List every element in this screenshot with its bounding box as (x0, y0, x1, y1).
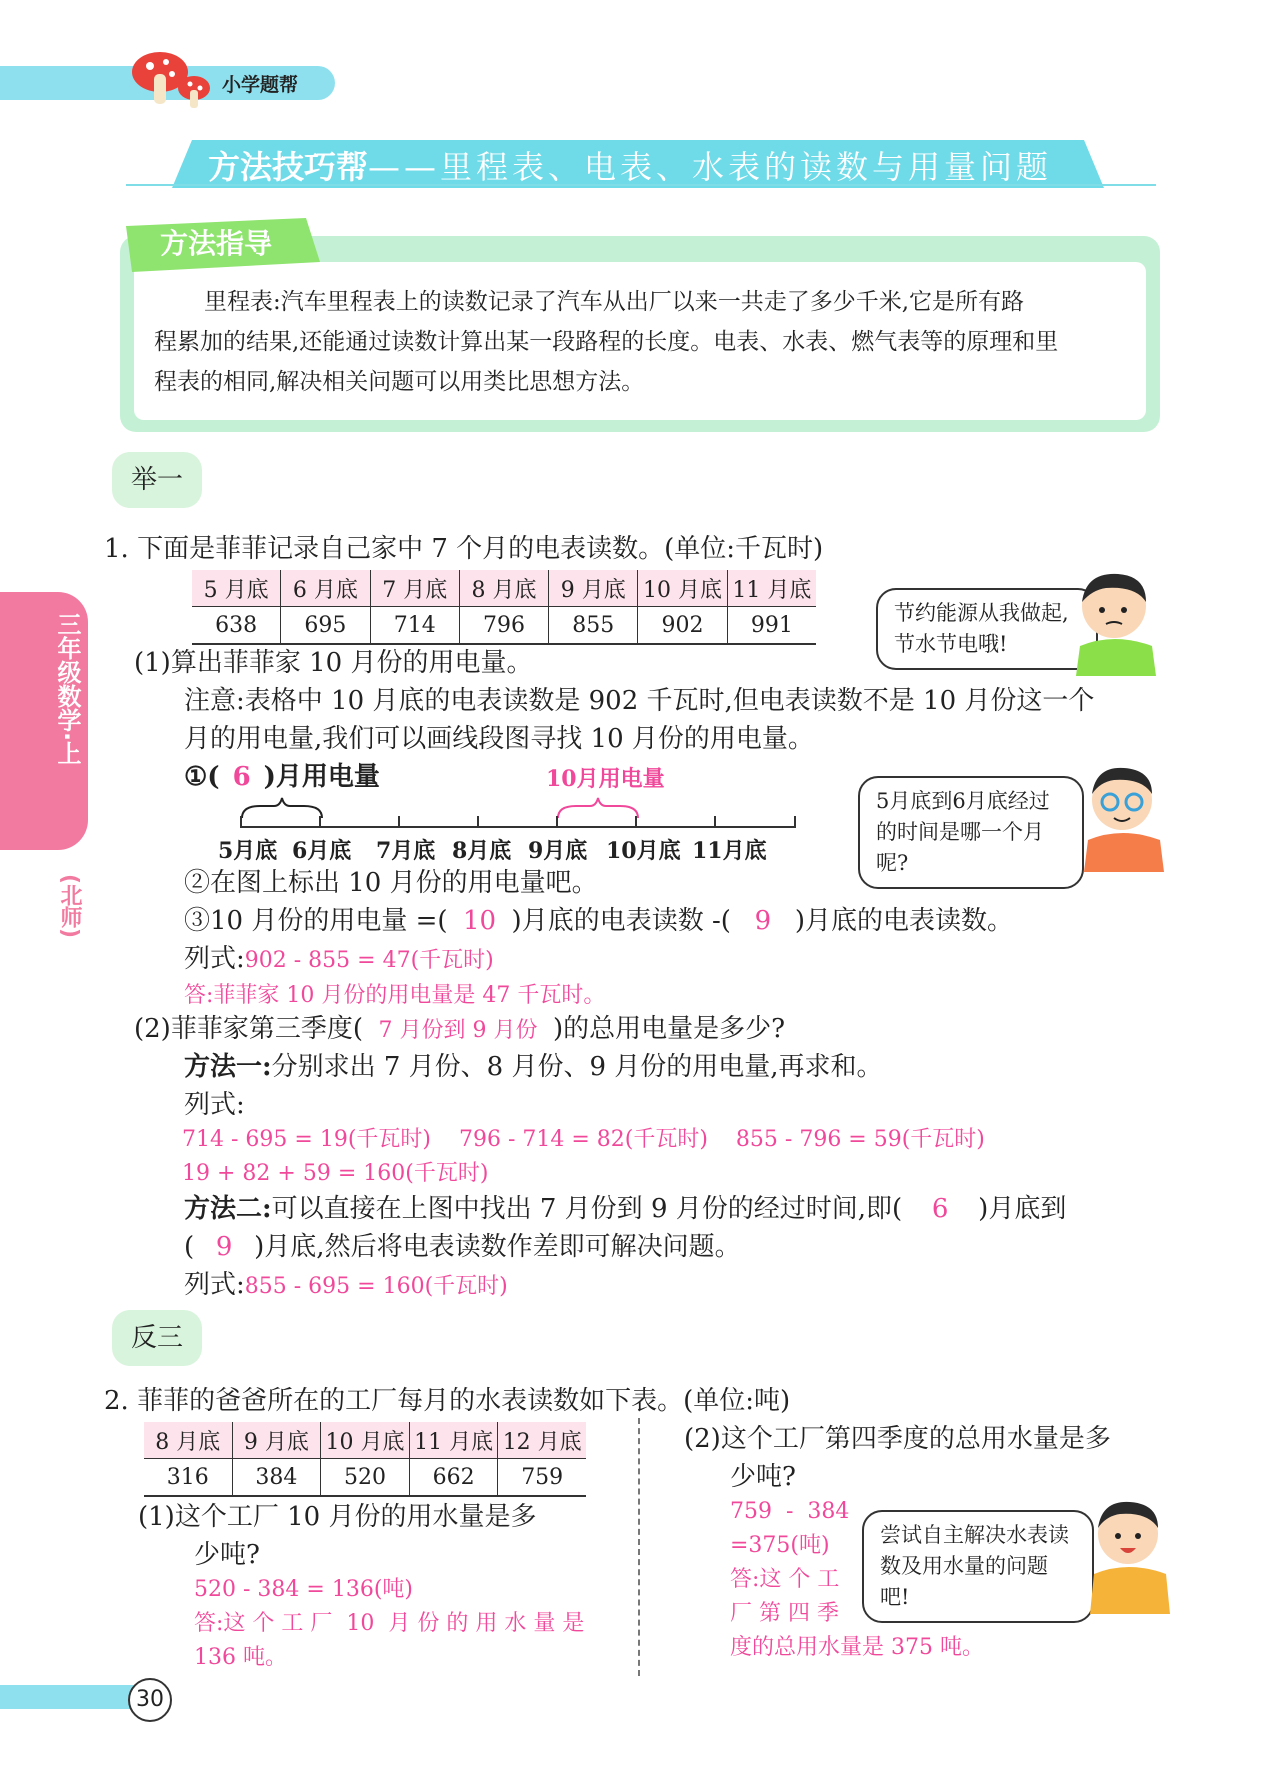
timeline-line (240, 826, 796, 828)
timeline-label: 6月底 (292, 838, 352, 864)
section-label-juyi: 举一 (112, 452, 202, 508)
speech-bubble-month: 5月底到6月底经过的时间是哪一个月呢? (858, 776, 1084, 889)
timeline-tick (398, 816, 400, 828)
method-line-1: 里程表:汽车里程表上的读数记录了汽车从出厂以来一共走了多少千米,它是所有路 (204, 289, 1025, 315)
q2-part2-answer-4: 厂 第 四 季 (730, 1601, 839, 1626)
formula-label: 列式: (184, 944, 245, 974)
table-header-cell: 5 月底 (192, 570, 281, 607)
electric-meter-table (192, 570, 816, 645)
timeline-label: 8月底 (452, 838, 512, 864)
q2-stem: 2. 菲菲的爸爸所在的工厂每月的水表读数如下表。(单位:吨) (104, 1386, 791, 1416)
method2-answer-3: 855 - 695 = 160(千瓦时) (244, 1274, 508, 1299)
q1-part1: (1)算出菲菲家 10 月份的用电量。 (134, 648, 533, 678)
timeline-label: 11月底 (692, 838, 767, 864)
boy-happy-icon (1080, 1494, 1176, 1614)
timeline-tick (319, 816, 321, 828)
timeline-tick (635, 816, 637, 828)
page-number: 30 (128, 1678, 172, 1722)
page-title (208, 142, 1052, 188)
step3-text-c: )月底的电表读数。 (794, 906, 1014, 936)
method2-line1 (184, 1190, 1066, 1228)
method1-formula-label: 列式: (184, 1090, 245, 1120)
table-value-cell: 384 (232, 1459, 321, 1497)
timeline-label: 10月底 (606, 838, 681, 864)
title-main: 方法技巧帮 (208, 148, 369, 186)
q1-part2 (134, 1010, 785, 1050)
table-header-cell: 12 月底 (498, 1422, 586, 1459)
table-header-cell: 8 月底 (144, 1422, 232, 1459)
q2-part2-line1: (2)这个工厂第四季度的总用水量是多 (684, 1424, 1111, 1454)
method2-answer-2: 9 (215, 1232, 233, 1262)
q1-stem: 1. 下面是菲菲记录自己家中 7 个月的电表读数。(单位:千瓦时) (104, 534, 824, 564)
q1-step1 (184, 758, 380, 796)
step3-answer-2: 9 (754, 906, 772, 936)
part2-text-b: )的总用电量是多少? (552, 1014, 786, 1044)
table-header-cell: 7 月底 (370, 570, 459, 607)
method2-answer-1: 6 (931, 1194, 949, 1224)
method-line-2: 程累加的结果,还能通过读数计算出某一段路程的长度。电表、水表、燃气表等的原理和里 (154, 329, 1059, 355)
table-header-cell: 9 月底 (549, 570, 638, 607)
timeline-tick (477, 816, 479, 828)
method1-answer-2: 19 + 82 + 59 = 160(千瓦时) (182, 1161, 489, 1186)
timeline-label: 9月底 (528, 838, 588, 864)
timeline-tick (556, 816, 558, 828)
table-header-cell: 10 月底 (638, 570, 727, 607)
method1-label: 方法一: (184, 1052, 272, 1082)
q1-formula (184, 940, 494, 980)
timeline-tick (240, 816, 242, 828)
table-header-cell: 8 月底 (459, 570, 548, 607)
method-tag-label: 方法指导 (160, 227, 273, 260)
q1-note-line1: 注意:表格中 10 月底的电表读数是 902 千瓦时,但电表读数不是 10 月份这一个 (184, 686, 1095, 716)
step3-text-a: ③10 月份的用电量 =( (184, 906, 448, 936)
table-value-cell: 855 (549, 607, 638, 645)
step1-suffix: )月用电量 (263, 762, 380, 792)
q2-part2-answer-2: =375(吨) (730, 1533, 830, 1558)
table-header-cell: 9 月底 (232, 1422, 321, 1459)
method-line-3: 程表的相同,解决相关问题可以用类比思想方法。 (154, 369, 645, 395)
brace-october (556, 796, 640, 820)
timeline-label: 7月底 (376, 838, 436, 864)
table-value-cell: 991 (727, 607, 816, 645)
section-label-fansan: 反三 (112, 1310, 202, 1366)
q2-part2-answer-5: 度的总用水量是 375 吨。 (730, 1635, 984, 1660)
method2-text-a: 可以直接在上图中找出 7 月份到 9 月份的经过时间,即( (271, 1194, 903, 1224)
table-value-cell: 902 (638, 607, 727, 645)
step1-prefix: ①( (184, 762, 220, 792)
step3-text-b: )月底的电表读数 -( (511, 906, 731, 936)
water-meter-table (144, 1422, 586, 1497)
method2-formula-label: 列式: (184, 1270, 245, 1300)
table-header-cell: 11 月底 (727, 570, 816, 607)
mushroom-icon (128, 44, 218, 114)
q2-part1-line1: (1)这个工厂 10 月份的用水量是多 (138, 1502, 537, 1532)
table-header-cell: 10 月底 (321, 1422, 410, 1459)
side-publisher: (北师) (57, 874, 82, 939)
q2-part1-answer-3: 136 吨。 (194, 1645, 287, 1670)
table-value-cell: 520 (321, 1459, 410, 1497)
table-value-cell: 662 (409, 1459, 498, 1497)
step1-answer: 6 (232, 762, 251, 792)
timeline-tick (794, 816, 796, 828)
table-value-cell: 714 (370, 607, 459, 645)
boy-glasses-icon (1074, 760, 1170, 872)
oct-usage-label: 10月用电量 (546, 766, 665, 792)
q2-part2-line2: 少吨? (730, 1462, 796, 1492)
q1-answer: 答:菲菲家 10 月份的用电量是 47 千瓦时。 (184, 983, 606, 1008)
boy-thinking-icon (1066, 566, 1162, 676)
q2-part1-line2: 少吨? (194, 1540, 260, 1570)
q2-part1-answer-1: 520 - 384 = 136(吨) (194, 1577, 413, 1602)
side-tab-label: 三年级数学·上 (53, 612, 81, 766)
q1-note-line2: 月的用电量,我们可以画线段图寻找 10 月份的用电量。 (184, 724, 814, 754)
column-divider (638, 1418, 640, 1676)
table-value-cell: 759 (498, 1459, 586, 1497)
method2-label: 方法二: (184, 1194, 272, 1224)
method2-text-c: ( (184, 1232, 195, 1262)
method1 (184, 1048, 883, 1086)
speech-bubble-save-energy: 节约能源从我做起,节水节电哦! (876, 588, 1098, 670)
table-value-cell: 695 (281, 607, 370, 645)
method1-answer-1: 714 - 695 = 19(千瓦时) 796 - 714 = 82(千瓦时) 855 - 796 = 59(千瓦时) (182, 1127, 985, 1152)
table-value-cell: 796 (459, 607, 548, 645)
formula-answer: 902 - 855 = 47(千瓦时) (244, 948, 494, 973)
method2-text-b: )月底到 (978, 1194, 1067, 1224)
table-header-cell: 6 月底 (281, 570, 370, 607)
title-sub: ——里程表、电表、水表的读数与用量问题 (368, 148, 1053, 186)
method2-formula (184, 1266, 508, 1306)
q2-part2-answer-1: 759 - 384 (730, 1499, 850, 1524)
step3-answer-1: 10 (463, 906, 497, 936)
table-value-cell: 316 (144, 1459, 232, 1497)
method2-text-d: )月底,然后将电表读数作差即可解决问题。 (254, 1232, 741, 1262)
speech-bubble-try: 尝试自主解决水表读数及用水量的问题吧! (862, 1510, 1094, 1623)
table-value-cell: 638 (192, 607, 281, 645)
q1-step3 (184, 902, 1013, 940)
brand-name: 小学题帮 (222, 74, 299, 96)
q2-part2-answer-3: 答:这 个 工 (730, 1567, 840, 1592)
method1-text: 分别求出 7 月份、8 月份、9 月份的用电量,再求和。 (271, 1052, 883, 1082)
part2-text-a: (2)菲菲家第三季度( (134, 1014, 363, 1044)
table-header-cell: 11 月底 (409, 1422, 498, 1459)
q2-part1-answer-2: 答:这 个 工 厂 10 月 份 的 用 水 量 是 (194, 1611, 585, 1636)
timeline-label: 5月底 (218, 838, 278, 864)
brace-june (240, 796, 324, 820)
method2-line2 (184, 1228, 741, 1266)
timeline-tick (714, 816, 716, 828)
part2-answer: 7 月份到 9 月份 (378, 1018, 538, 1043)
q1-step2: ②在图上标出 10 月份的用电量吧。 (184, 868, 598, 898)
